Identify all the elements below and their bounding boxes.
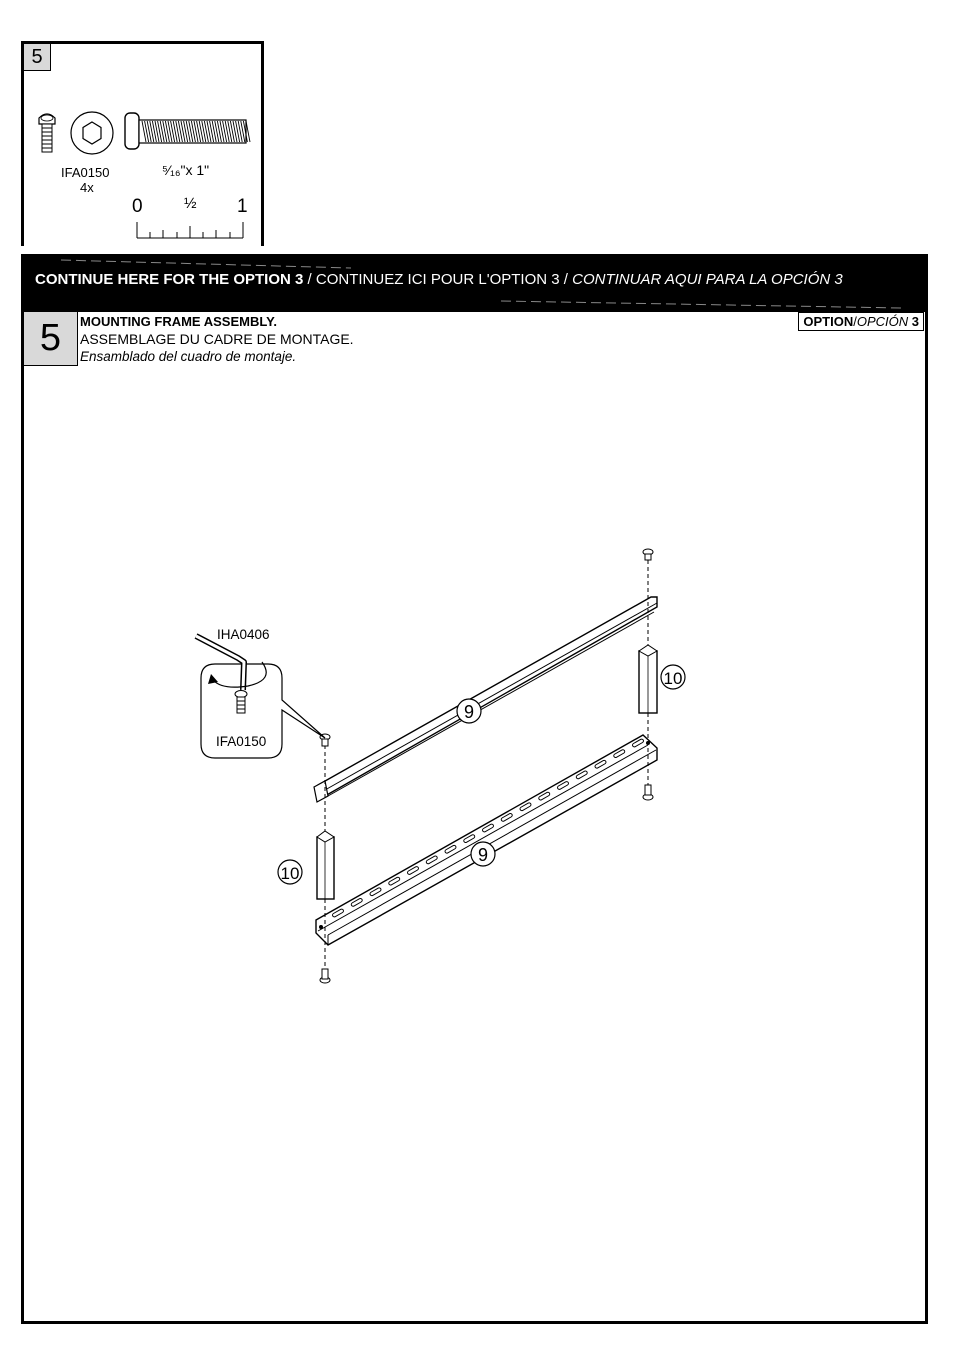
step-number: 5 [24,312,78,366]
option-tag-separator: / [853,314,857,329]
hardware-size: ⁵⁄₁₆"x 1" [162,162,210,178]
scale-one: 1 [237,196,248,217]
option-tag-number: 3 [908,314,919,329]
banner-spanish: CONTINUAR AQUI PARA LA OPCIÓN 3 [572,271,843,288]
scale-half: ½ [184,195,197,212]
option-tag-spanish: OPCIÓN [856,314,909,329]
step-title-french: ASSEMBLAGE DU CADRE DE MONTAGE. [80,330,354,347]
banner-separator: / [303,271,316,288]
svg-text:9: 9 [477,845,489,865]
svg-text:10: 10 [663,669,683,688]
spacer-label-left [278,860,302,884]
spacer-left [317,831,334,899]
svg-text:10: 10 [280,864,300,883]
rail-label-upper [457,699,481,723]
option-tag-english: OPTION [803,314,854,329]
banner-english: CONTINUE HERE FOR THE OPTION 3 [35,271,304,288]
svg-text:9: 9 [463,702,475,722]
bolt-bottom-right-icon [643,785,653,800]
hardware-part-code: IFA0150 [61,165,110,180]
banner-separator: / [559,271,573,288]
hardware-quantity: 4x [80,180,94,195]
bolt-top-right-icon [643,549,653,560]
bolt-code-label: IFA0150 [216,734,267,749]
spacer-right [639,645,657,713]
rail-label-lower [471,842,495,866]
bolt-bottom-left-icon [320,969,330,983]
scale-zero: 0 [132,196,143,217]
tool-code-label: IHA0406 [217,627,270,642]
spacer-label-right [661,665,685,689]
banner-french: CONTINUEZ ICI POUR L'OPTION 3 [315,271,560,288]
step-title-spanish: Ensamblado del cuadro de montaje. [80,349,297,364]
hardware-step-number: 5 [24,44,51,71]
step-title-english: MOUNTING FRAME ASSEMBLY. [80,314,277,329]
